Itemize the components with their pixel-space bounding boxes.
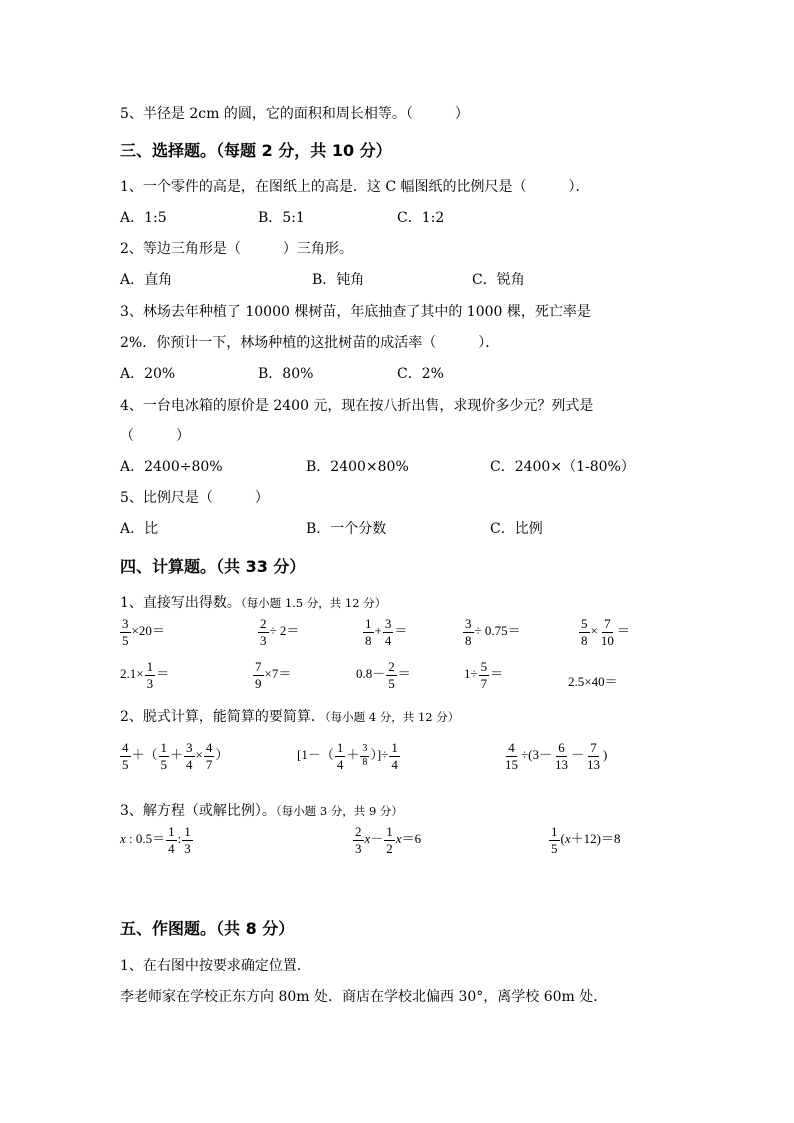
equation-1: x : 0.5＝ $\frac{1}{4}$ : $\frac{1}{3}$ <box>120 824 191 856</box>
tf-question-5: 5、半径是 2cm 的圆，它的面积和周长相等。（ ） <box>120 106 469 122</box>
mc1-option-a: A．1:5 <box>120 210 167 226</box>
oral-expr-6: 2.1× $\frac{1}{3}$ ＝ <box>120 659 170 691</box>
mc1-option-c: C．1:2 <box>397 210 445 226</box>
mc-question-2: 2、等边三角形是（ ）三角形。 <box>120 241 353 257</box>
oral-expr-7: $\frac{7}{9}$ ×7＝ <box>255 659 292 691</box>
oral-expr-4: $\frac{3}{8}$ ÷ 0.75＝ <box>465 616 521 648</box>
calc-q1-note: （每小题 1.5 分，共 12 分） <box>240 596 387 610</box>
stepwise-expr-1: $\frac{4}{5}$ ＋（ $\frac{1}{5}$ ＋ $\frac{3}{4}$ × $\frac{4}{7}$ ） <box>122 740 229 772</box>
calc-q1-label: 1、直接写出得数。 <box>120 595 241 611</box>
mc5-option-b: B．一个分数 <box>306 521 387 537</box>
calc-question-3 <box>120 800 403 820</box>
mc2-option-c: C．锐角 <box>472 272 525 288</box>
oral-expr-9: 1÷ $\frac{5}{7}$ ＝ <box>464 659 504 691</box>
stepwise-expr-3: $\frac{4}{15}$ ÷(3－ $\frac{6}{13}$ － $\frac{7}{13}$ ) <box>505 740 608 772</box>
oral-expr-1: $\frac{3}{5}$ ×20＝ <box>122 616 165 648</box>
mc2-option-b: B．钝角 <box>312 272 365 288</box>
mc3-option-b: B．80% <box>258 366 314 382</box>
mc-question-5: 5、比例尺是（ ） <box>120 490 269 506</box>
calc-q2-note: （每小题 4 分，共 12 分） <box>324 710 460 724</box>
oral-expr-3: $\frac{1}{8}$ + $\frac{3}{4}$ ＝ <box>365 616 408 648</box>
mc3-option-c: C．2% <box>397 366 444 382</box>
calc-question-1 <box>120 592 386 612</box>
drawing-question-1-text: 李老师家在学校正东方向 80m 处．商店在学校北偏西 30°，离学校 60m 处． <box>120 989 608 1005</box>
mc-question-4-line2: （ ） <box>120 428 190 444</box>
oral-expr-10: 2.5×40＝ <box>568 674 618 689</box>
mc5-option-c: C．比例 <box>490 521 543 537</box>
mc4-option-b: B．2400×80% <box>306 459 409 475</box>
mc3-option-a: A．20% <box>120 366 176 382</box>
oral-expr-8: 0.8－ $\frac{2}{5}$ ＝ <box>356 659 411 691</box>
mc2-option-a: A．直角 <box>120 272 173 288</box>
mc-question-4-line1: 4、一台电冰箱的原价是 2400 元，现在按八折出售，求现价多少元？列式是 <box>120 398 594 414</box>
section-5-title: 五、作图题。（共 8 分） <box>120 919 295 938</box>
section-3-title: 三、选择题。（每题 2 分，共 10 分） <box>120 141 392 160</box>
calc-q2-label: 2、脱式计算，能简算的要简算． <box>120 709 325 725</box>
mc-question-3-line2: 2%．你预计一下，林场种植的这批树苗的成活率（ ）． <box>120 335 500 351</box>
mc5-option-a: A．比 <box>120 521 159 537</box>
section-4-title: 四、计算题。（共 33 分） <box>120 557 306 576</box>
stepwise-expr-2: [1－（ $\frac{1}{4}$ ＋ $\frac{3}{8}$ ）]÷ $\frac{1}{4}$ <box>297 740 398 772</box>
mc-question-1: 1、一个零件的高是，在图纸上的高是．这 C 幅图纸的比例尺是（ ）． <box>120 179 590 195</box>
calc-q3-note: （每小题 3 分，共 9 分） <box>275 804 403 818</box>
calc-q3-label: 3、解方程（或解比例）。 <box>120 803 276 819</box>
mc-question-3-line1: 3、林场去年种植了 10000 棵树苗，年底抽查了其中的 1000 棵，死亡率是 <box>120 304 591 320</box>
equation-3: $\frac{1}{5}$ (x＋12)＝8 <box>551 824 621 856</box>
calc-question-2 <box>120 706 459 726</box>
mc4-option-c: C．2400×（1-80%） <box>490 459 635 475</box>
mc4-option-a: A．2400÷80% <box>120 459 223 475</box>
drawing-question-1: 1、在右图中按要求确定位置． <box>120 958 311 974</box>
oral-expr-2: $\frac{2}{3}$ ÷ 2＝ <box>260 616 300 648</box>
equation-2: $\frac{2}{3}$ x－ $\frac{1}{2}$ x＝6 <box>355 824 422 856</box>
mc1-option-b: B．5:1 <box>258 210 305 226</box>
oral-expr-5: $\frac{5}{8}$ × $\frac{7}{10}$ ＝ <box>581 616 630 648</box>
